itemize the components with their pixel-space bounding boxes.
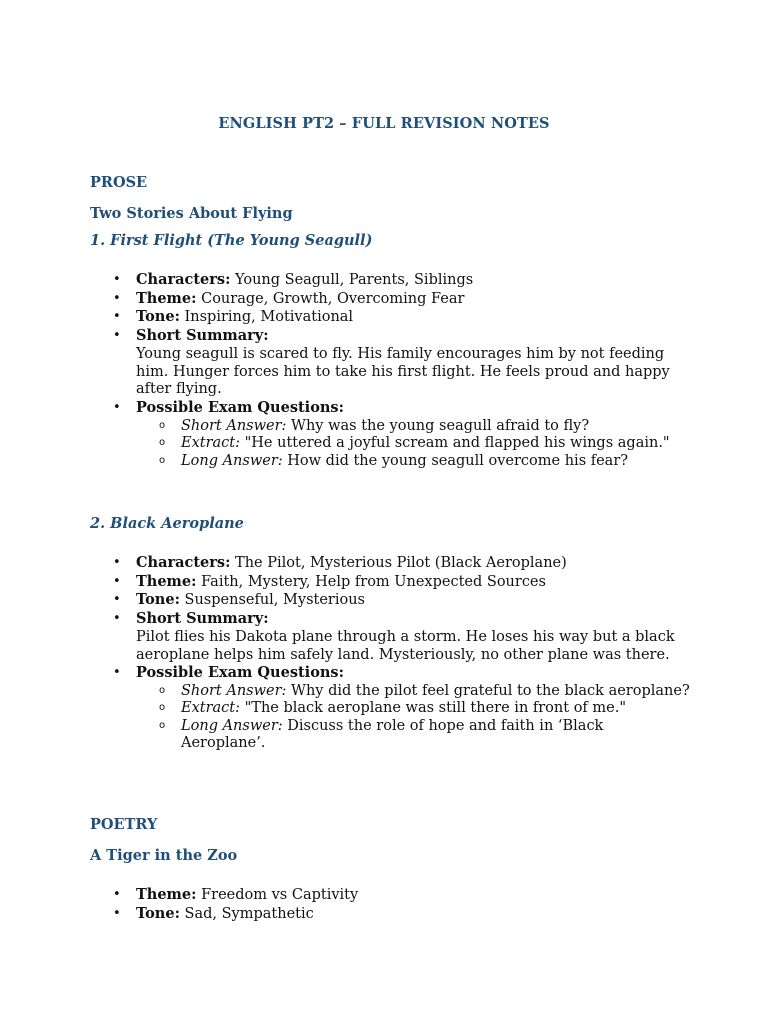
poem-heading: A Tiger in the Zoo — [90, 847, 238, 864]
question-item: o Extract: "He uttered a joyful scream and flapped his wings again." — [136, 435, 690, 453]
list-item-tone: • Tone: Suspenseful, Mysterious — [90, 591, 690, 610]
list-item-characters: • Characters: The Pilot, Mysterious Pilot (Black Aeroplane) — [90, 554, 690, 573]
poem-list — [90, 886, 690, 923]
list-item-tone: • Tone: Inspiring, Motivational — [90, 308, 690, 327]
list-item-questions: • Possible Exam Questions: o Short Answer: Why did the pilot feel grateful to the black aeroplane? o Extract: "The black aeroplane was still there in front of me." o Long Answer: Discuss the role of hope and faith in ‘Black Aeroplane’. — [90, 664, 690, 753]
prose-heading: PROSE — [90, 174, 148, 191]
question-list — [136, 418, 690, 471]
list-item-questions: • Possible Exam Questions: o Short Answer: Why was the young seagull afraid to fly? o Extract: "He uttered a joyful scream and flapped his wings again." o Long Answer: How did the young seagull overcome his fear? — [90, 399, 690, 470]
page-title: ENGLISH PT2 – FULL REVISION NOTES — [218, 115, 550, 132]
question-item: o Short Answer: Why was the young seagull afraid to fly? — [136, 418, 690, 436]
question-item: o Long Answer: Discuss the role of hope and faith in ‘Black Aeroplane’. — [136, 718, 690, 753]
list-item-summary: • Short Summary: Pilot flies his Dakota plane through a storm. He loses his way but a black aeroplane helps him safely land. Mysteriously, no other plane was there. — [90, 610, 690, 664]
list-item-summary: • Short Summary: Young seagull is scared to fly. His family encourages him by not feeding him. Hunger forces him to take his first flight. He feels proud and happy after flying. — [90, 327, 690, 399]
summary-text: Young seagull is scared to fly. His family encourages him by not feeding him. Hunger forces him to take his first flight. He feels proud and happy after flying. — [136, 345, 670, 398]
story-1-list — [90, 271, 690, 470]
story-2-heading: 2. Black Aeroplane — [90, 515, 244, 532]
story-2-list — [90, 554, 690, 753]
poetry-heading: POETRY — [90, 816, 158, 833]
question-item: o Extract: "The black aeroplane was still there in front of me." — [136, 700, 690, 718]
question-list — [136, 683, 690, 753]
list-item-characters: • Characters: Young Seagull, Parents, Siblings — [90, 271, 690, 290]
question-item: o Short Answer: Why did the pilot feel grateful to the black aeroplane? — [136, 683, 690, 701]
list-item-theme: • Theme: Courage, Growth, Overcoming Fear — [90, 290, 690, 309]
list-item-tone: • Tone: Sad, Sympathetic — [90, 905, 690, 924]
prose-subheading: Two Stories About Flying — [90, 205, 293, 222]
story-1-heading: 1. First Flight (The Young Seagull) — [90, 232, 373, 249]
question-item: o Long Answer: How did the young seagull overcome his fear? — [136, 453, 690, 471]
list-item-theme: • Theme: Faith, Mystery, Help from Unexpected Sources — [90, 573, 690, 592]
list-item-theme: • Theme: Freedom vs Captivity — [90, 886, 690, 905]
summary-text: Pilot flies his Dakota plane through a storm. He loses his way but a black aeroplane helps him safely land. Mysteriously, no other plane was there. — [136, 628, 675, 663]
